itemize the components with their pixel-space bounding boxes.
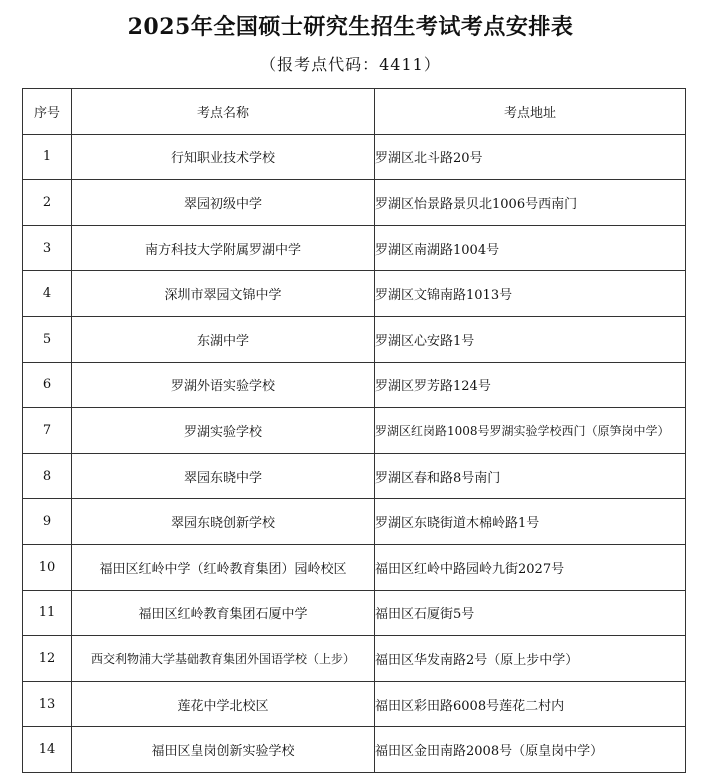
row-no: 10: [23, 544, 72, 590]
row-site-address: 福田区红岭中路园岭九街2027号: [375, 544, 686, 590]
table-row: [23, 499, 686, 545]
table-row: [23, 727, 686, 773]
row-no: 11: [23, 590, 72, 636]
row-site-address: 福田区金田南路2008号（原皇岗中学）: [375, 727, 686, 773]
row-no: 4: [23, 271, 72, 317]
table-row: [23, 636, 686, 682]
row-site-name: 福田区红岭教育集团石厦中学: [72, 590, 375, 636]
table-row: [23, 453, 686, 499]
row-site-address: 罗湖区南湖路1004号: [375, 225, 686, 271]
row-site-address: 罗湖区罗芳路124号: [375, 362, 686, 408]
row-site-name: 翠园东晓中学: [72, 453, 375, 499]
row-site-name: 翠园初级中学: [72, 180, 375, 226]
row-no: 7: [23, 408, 72, 454]
row-site-name: 深圳市翠园文锦中学: [72, 271, 375, 317]
row-no: 5: [23, 316, 72, 362]
exam-site-table: [22, 88, 686, 773]
table-row: [23, 316, 686, 362]
table-row: [23, 362, 686, 408]
document-subtitle: （报考点代码：4411）: [260, 55, 441, 74]
row-no: 8: [23, 453, 72, 499]
row-no: 6: [23, 362, 72, 408]
table-row: [23, 271, 686, 317]
row-site-address: 福田区彩田路6008号莲花二村内: [375, 681, 686, 727]
row-site-address: 罗湖区怡景路景贝北1006号西南门: [375, 180, 686, 226]
row-site-name: 翠园东晓创新学校: [72, 499, 375, 545]
row-no: 9: [23, 499, 72, 545]
table-row: [23, 408, 686, 454]
row-site-address: 福田区石厦街5号: [375, 590, 686, 636]
row-no: 1: [23, 134, 72, 180]
row-site-address: 福田区华发南路2号（原上步中学）: [375, 636, 686, 682]
row-site-name: 福田区红岭中学（红岭教育集团）园岭校区: [72, 544, 375, 590]
table-header-row: [23, 89, 686, 135]
row-no: 2: [23, 180, 72, 226]
row-site-name: 莲花中学北校区: [72, 681, 375, 727]
row-site-name: 罗湖实验学校: [72, 408, 375, 454]
table-row: [23, 681, 686, 727]
row-site-address: 罗湖区北斗路20号: [375, 134, 686, 180]
table-row: [23, 225, 686, 271]
row-no: 3: [23, 225, 72, 271]
row-site-address: 罗湖区春和路8号南门: [375, 453, 686, 499]
header-address: 考点地址: [375, 89, 686, 135]
document-title: 2025年全国硕士研究生招生考试考点安排表: [127, 14, 574, 40]
table-row: [23, 134, 686, 180]
row-site-name: 行知职业技术学校: [72, 134, 375, 180]
header-no: 序号: [23, 89, 72, 135]
row-no: 12: [23, 636, 72, 682]
table-row: [23, 590, 686, 636]
row-site-address: 罗湖区东晓街道木棉岭路1号: [375, 499, 686, 545]
row-site-name: 福田区皇岗创新实验学校: [72, 727, 375, 773]
table-row: [23, 180, 686, 226]
row-site-name: 西交利物浦大学基础教育集团外国语学校（上步）: [72, 636, 375, 682]
row-site-name: 东湖中学: [72, 316, 375, 362]
row-no: 14: [23, 727, 72, 773]
header-name: 考点名称: [72, 89, 375, 135]
table-row: [23, 544, 686, 590]
row-site-address: 罗湖区文锦南路1013号: [375, 271, 686, 317]
row-site-name: 南方科技大学附属罗湖中学: [72, 225, 375, 271]
row-no: 13: [23, 681, 72, 727]
row-site-name: 罗湖外语实验学校: [72, 362, 375, 408]
row-site-address: 罗湖区心安路1号: [375, 316, 686, 362]
row-site-address: 罗湖区红岗路1008号罗湖实验学校西门（原笋岗中学）: [375, 408, 686, 454]
